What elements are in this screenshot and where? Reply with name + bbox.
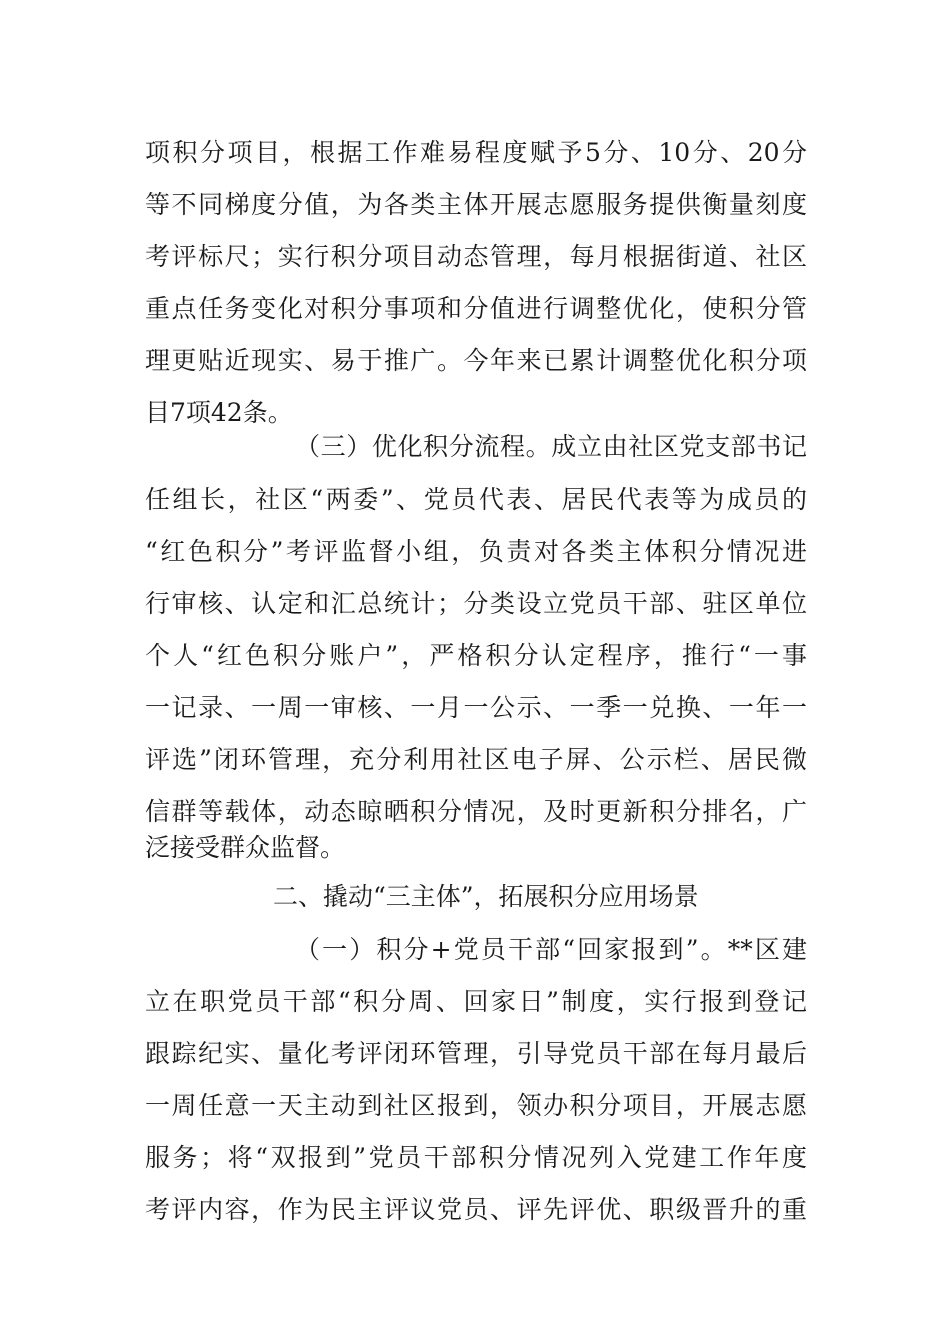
text-line: 一周任意一天主动到社区报到，领办积分项目，开展志愿 [145,1091,807,1120]
text-line: 项积分项目，根据工作难易程度赋予5分、10分、20分 [145,138,807,167]
text-line: 等不同梯度分值，为各类主体开展志愿服务提供衡量刻度 [145,190,807,219]
text-line: 考评内容，作为民主评议党员、评先评优、职级晋升的重 [145,1195,807,1224]
text-line: 泛接受群众监督。 [145,833,346,862]
text-line: 立在职党员干部“积分周、回家日”制度，实行报到登记 [145,987,807,1016]
text-line: 行审核、认定和汇总统计；分类设立党员干部、驻区单位 [145,589,807,618]
section-heading-1: （一）积分+党员干部“回家报到”。**区建 [295,935,807,964]
text-line: “红色积分”考评监督小组，负责对各类主体积分情况进 [145,537,807,566]
text-line: 目7项42条。 [145,398,293,427]
text-line: 理更贴近现实、易于推广。今年来已累计调整优化积分项 [145,346,807,375]
text-line: 跟踪纪实、量化考评闭环管理，引导党员干部在每月最后 [145,1039,807,1068]
text-line: 任组长，社区“两委”、党员代表、居民代表等为成员的 [145,485,807,514]
text-line: 信群等载体，动态晾晒积分情况，及时更新积分排名，广 [145,797,807,826]
text-line: 服务；将“双报到”党员干部积分情况列入党建工作年度 [145,1143,807,1172]
section-heading-3: （三）优化积分流程。成立由社区党支部书记 [295,432,807,461]
text-line: 一记录、一周一审核、一月一公示、一季一兑换、一年一 [145,693,807,722]
text-line: 评选”闭环管理，充分利用社区电子屏、公示栏、居民微 [145,745,807,774]
text-line: 重点任务变化对积分事项和分值进行调整优化，使积分管 [145,294,807,323]
text-line: 个人“红色积分账户”，严格积分认定程序，推行“一事 [145,641,807,670]
section-heading-main: 二、撬动“三主体”，拓展积分应用场景 [273,882,699,911]
text-line: 考评标尺；实行积分项目动态管理，每月根据街道、社区 [145,242,807,271]
